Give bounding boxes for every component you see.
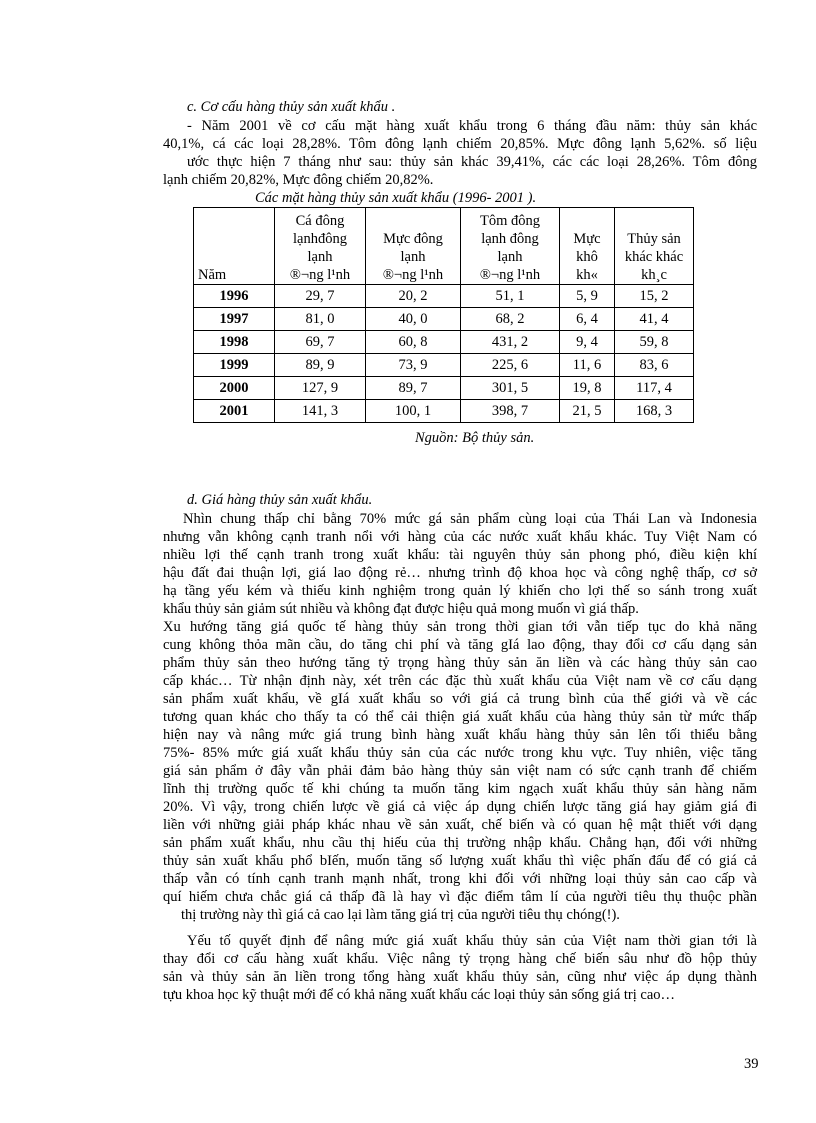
table-cell: 19, 8 [560, 377, 615, 400]
table-row [194, 400, 694, 423]
section-d-line: sản phẩm xuất khẩu, nhu cầu thị hiếu của thị trường nhập khẩu. Chẳng hạn, đối với những [163, 835, 757, 851]
section-c-line: lạnh chiếm 20,82%, Mực đông chiếm 20,82%. [163, 172, 434, 188]
section-d-line: 20%. Vì vậy, trong chiến lược về giá cả việc áp dụng chiến lược tăng giá hay giảm giá đi [163, 799, 757, 815]
section-d-line: cung không thỏa mãn cầu, do tăng chi phí và tăng gIá lao động, thay đổi cơ cấu dạng sản [163, 637, 757, 653]
table-cell: 11, 6 [560, 354, 615, 377]
table-cell-year: 1997 [194, 308, 275, 331]
section-d-line: tựu khoa học kỹ thuật mới để có khả năng xuất khẩu các loại thủy sản sống giá trị cao… [163, 987, 676, 1003]
table-cell: 60, 8 [366, 331, 461, 354]
table-cell: 15, 2 [615, 285, 694, 308]
table-cell: 40, 0 [366, 308, 461, 331]
table-cell: 431, 2 [461, 331, 560, 354]
table-cell: 301, 5 [461, 377, 560, 400]
section-d-line: nhưng vẫn không cạnh tranh nổi với hàng của các nước xuất khẩu khác. Tuy Việt Nam có [163, 529, 757, 545]
table-cell: 29, 7 [275, 285, 366, 308]
section-d-line: thị trường này thì giá cả cao lại làm tăng giá trị của người tiêu thụ chóng(!). [181, 907, 620, 923]
table-cell: 41, 4 [615, 308, 694, 331]
section-d-line: hạ tầng yếu kém và thiếu kinh nghiệm trong quản lý khiến cho lợi thế so sánh trong xuất [163, 583, 757, 599]
section-d-line: cấp khác… Từ nhận định này, xét trên các đặc thù xuất khẩu của Việt nam về cơ cấu dạng [163, 673, 757, 689]
table-cell-year: 1998 [194, 331, 275, 354]
table-cell: 5, 9 [560, 285, 615, 308]
table-caption: Các mặt hàng thủy sản xuất khẩu (1996- 2001 ). [255, 190, 537, 206]
table-cell: 51, 1 [461, 285, 560, 308]
header-shrimp: Tôm đông lạnh đông lạnh ®¬ng l¹nh [461, 208, 560, 285]
table-cell: 6, 4 [560, 308, 615, 331]
section-d-line: sản phẩm xuất khẩu, về gIá xuất khẩu so với giá cả trung bình của thế giới và về các [163, 691, 757, 707]
table-row [194, 285, 694, 308]
section-d-line: hiện nay và nâng mức giá trung bình hàng xuất khẩu hàng thủy sản lên tối thiểu bằng [163, 727, 757, 743]
table-cell: 73, 9 [366, 354, 461, 377]
table-row [194, 354, 694, 377]
table-cell: 89, 7 [366, 377, 461, 400]
table-row [194, 308, 694, 331]
header-other-seafood: Thủy sản khác khác kh¸c [615, 208, 694, 285]
table-row [194, 331, 694, 354]
section-d-line: Yếu tố quyết định để nâng mức giá xuất khẩu thủy sản của Việt nam thời gian tới là [187, 933, 757, 949]
section-c-heading: c. Cơ cấu hàng thủy sản xuất khẩu . [187, 99, 396, 115]
section-d-line: Nhìn chung thấp chỉ bằng 70% mức gá sản phẩm cùng loại của Thái Lan và Indonesia [183, 511, 757, 527]
table-source: Nguồn: Bộ thủy sản. [415, 430, 535, 446]
table-cell: 81, 0 [275, 308, 366, 331]
table-header-row [194, 208, 694, 285]
section-d-line: nhiều lợi thế cạnh tranh trong xuất khẩu: tài nguyên thủy sản phong phó, điều kiện khí [163, 547, 757, 563]
table-cell: 168, 3 [615, 400, 694, 423]
table-cell: 141, 3 [275, 400, 366, 423]
section-d-line: Xu hướng tăng giá quốc tế hàng thủy sản trong thời gian tới vẫn tiếp tục do khả năng [163, 619, 757, 635]
header-frozen-squid: Mực đông lạnh ®¬ng l¹nh [366, 208, 461, 285]
header-fish: Cá đông lạnhđông lạnh ®¬ng l¹nh [275, 208, 366, 285]
header-year: Năm [194, 208, 275, 285]
table-cell: 59, 8 [615, 331, 694, 354]
section-c-line: - Năm 2001 về cơ cấu mặt hàng xuất khẩu trong 6 tháng đầu năm: thủy sản khác [187, 118, 757, 134]
table-cell: 20, 2 [366, 285, 461, 308]
table-cell: 398, 7 [461, 400, 560, 423]
section-d-line: tương quan khác cho thấy ta có thể cải thiện giá xuất khẩu của hàng thủy sản từ mức thấp [163, 709, 757, 725]
section-d-line: lĩnh thị trường quốc tế khi chúng ta muốn tăng kim ngạch xuất khẩu thủy sản hàng năm [163, 781, 757, 797]
section-d-line: thay đổi cơ cấu hàng xuất khẩu. Việc nâng tỷ trọng hàng chế biến sâu như đồ hộp thủy [163, 951, 757, 967]
section-d-line: 75%- 85% mức giá xuất khẩu thủy sản của các nước trong khu vực. Tuy nhiên, việc tăng [163, 745, 757, 761]
section-c-line: 40,1%, cá các loại 28,28%. Tôm đông lạnh chiếm 20,85%. Mực đông lạnh 5,62%. số liệu [163, 136, 757, 152]
table-cell: 21, 5 [560, 400, 615, 423]
table-cell: 100, 1 [366, 400, 461, 423]
table-cell-year: 2000 [194, 377, 275, 400]
table-cell: 69, 7 [275, 331, 366, 354]
section-d-heading: d. Giá hàng thủy sản xuất khẩu. [187, 492, 373, 508]
table-cell-year: 2001 [194, 400, 275, 423]
section-d-line: sản và thủy sản ăn liền trong tổng hàng xuất khẩu thủy sản, cũng như việc áp dụng thành [163, 969, 757, 985]
section-d-line: khẩu thủy sản giảm sút nhiều và không đạt được hiệu quả mong muốn vì giá thấp. [163, 601, 639, 617]
section-d-line: quí hiếm chưa chắc giá cả thấp đã là hay vì đặc điểm tâm lí của người tiêu thụ thuộc phần [163, 889, 757, 905]
table-cell: 83, 6 [615, 354, 694, 377]
table-cell: 225, 6 [461, 354, 560, 377]
section-c-line: ước thực hiện 7 tháng như sau: thủy sản khác 39,41%, các các loại 28,26%. Tôm đông [187, 154, 757, 170]
table-row [194, 377, 694, 400]
table-cell: 68, 2 [461, 308, 560, 331]
export-items-table [193, 207, 694, 423]
section-d-line: phẩm thủy sản theo hướng tăng tỷ trọng hàng thủy sản ăn liền và các hàng thủy sản cao [163, 655, 757, 671]
section-d-line: thấp vẫn có tính cạnh tranh mạnh nhất, trong khi đối với những loại thủy sản cao cấp và [163, 871, 757, 887]
section-d-line: giá sản phẩm ở đây vẫn phải đảm bảo hàng thủy sản việt nam có sức cạnh tranh để chiếm [163, 763, 757, 779]
table-cell: 117, 4 [615, 377, 694, 400]
section-d-line: liền với những giải pháp khác nhau về sản xuất, chế biến và có quan hệ mật thiết với dạng [163, 817, 757, 833]
table-cell: 89, 9 [275, 354, 366, 377]
table-cell-year: 1999 [194, 354, 275, 377]
table-cell: 127, 9 [275, 377, 366, 400]
table-cell: 9, 4 [560, 331, 615, 354]
section-d-line: thủy sản xuất khẩu phổ bIến, muốn tăng số lượng xuất khẩu thì việc phấn đấu để có giá cả [163, 853, 757, 869]
table-cell-year: 1996 [194, 285, 275, 308]
page-number: 39 [744, 1056, 759, 1072]
header-dried-squid: Mực khô kh« [560, 208, 615, 285]
section-d-line: hậu đất đai thuận lợi, giá lao động rẻ… nhưng trình độ khoa học và công nghệ thấp, cơ sở [163, 565, 757, 581]
